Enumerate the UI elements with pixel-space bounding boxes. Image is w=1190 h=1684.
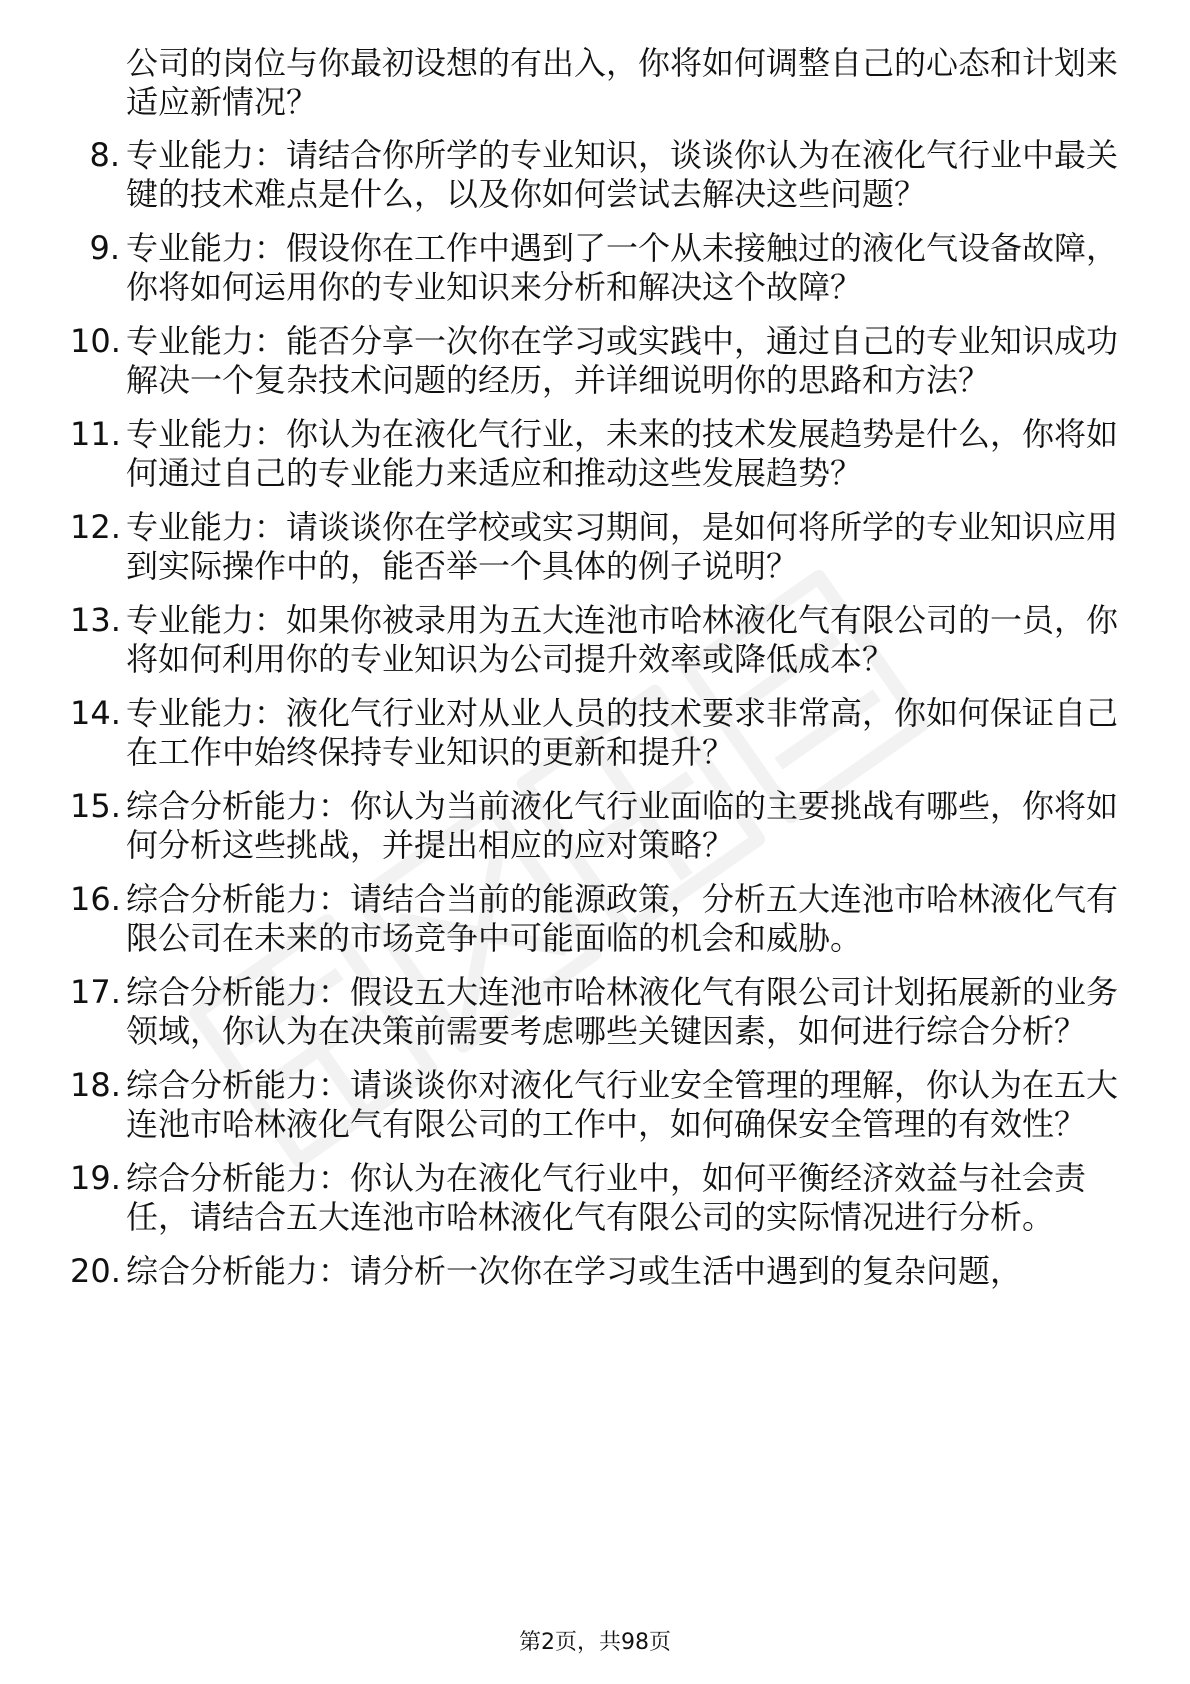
question-text: 综合分析能力：你认为当前液化气行业面临的主要挑战有哪些，你将如何分析这些挑战，并提出相应的应对策略？	[126, 787, 1119, 864]
question-number: 14.	[70, 694, 121, 732]
list-item	[70, 229, 1130, 307]
question-number: 20.	[70, 1252, 121, 1290]
list-item	[70, 880, 1130, 958]
list-item	[70, 601, 1130, 679]
question-number: 15.	[70, 787, 121, 825]
list-item	[70, 1159, 1130, 1237]
question-text: 专业能力：请结合你所学的专业知识，谈谈你认为在液化气行业中最关键的技术难点是什么，以及你如何尝试去解决这些问题？	[126, 136, 1119, 213]
question-text: 综合分析能力：假设五大连池市哈林液化气有限公司计划拓展新的业务领域，你认为在决策前需要考虑哪些关键因素，如何进行综合分析？	[126, 973, 1119, 1050]
question-text: 专业能力：你认为在液化气行业，未来的技术发展趋势是什么，你将如何通过自己的专业能力来适应和推动这些发展趋势？	[126, 415, 1119, 492]
question-text: 专业能力：请谈谈你在学校或实习期间，是如何将所学的专业知识应用到实际操作中的，能否举一个具体的例子说明？	[126, 508, 1119, 585]
question-number: 11.	[70, 415, 121, 453]
question-number: 17.	[70, 973, 121, 1011]
question-number: 8.	[89, 136, 120, 174]
question-number: 18.	[70, 1066, 121, 1104]
list-item	[70, 136, 1130, 214]
question-text: 专业能力：假设你在工作中遇到了一个从未接触过的液化气设备故障，你将如何运用你的专业知识来分析和解决这个故障？	[126, 229, 1119, 306]
question-number: 9.	[89, 229, 120, 267]
question-text: 综合分析能力：你认为在液化气行业中，如何平衡经济效益与社会责任，请结合五大连池市哈林液化气有限公司的实际情况进行分析。	[126, 1159, 1087, 1236]
list-item	[70, 415, 1130, 493]
content-body	[70, 44, 1130, 1306]
list-item	[70, 1252, 1130, 1291]
question-number: 12.	[70, 508, 121, 546]
question-text: 专业能力：能否分享一次你在学习或实践中，通过自己的专业知识成功解决一个复杂技术问题的经历，并详细说明你的思路和方法？	[126, 322, 1119, 399]
question-number: 13.	[70, 601, 121, 639]
question-text: 综合分析能力：请分析一次你在学习或生活中遇到的复杂问题，	[126, 1252, 1023, 1290]
question-number: 10.	[70, 322, 121, 360]
list-item	[70, 1066, 1130, 1144]
question-list	[70, 136, 1130, 1291]
question-text: 专业能力：液化气行业对从业人员的技术要求非常高，你如何保证自己在工作中始终保持专业知识的更新和提升？	[126, 694, 1119, 771]
list-item	[70, 694, 1130, 772]
list-item	[70, 787, 1130, 865]
question-text: 专业能力：如果你被录用为五大连池市哈林液化气有限公司的一员，你将如何利用你的专业知识为公司提升效率或降低成本？	[126, 601, 1119, 678]
question-number: 19.	[70, 1159, 121, 1197]
page-number-footer: 第2页，共98页	[519, 1630, 671, 1655]
question-number: 16.	[70, 880, 121, 918]
list-item	[70, 973, 1130, 1051]
question-text: 综合分析能力：请谈谈你对液化气行业安全管理的理解，你认为在五大连池市哈林液化气有限公司的工作中，如何确保安全管理的有效性？	[126, 1066, 1119, 1143]
question-continuation: 公司的岗位与你最初设想的有出入，你将如何调整自己的心态和计划来适应新情况？	[126, 44, 1119, 121]
list-item	[70, 322, 1130, 400]
question-text: 综合分析能力：请结合当前的能源政策，分析五大连池市哈林液化气有限公司在未来的市场竞争中可能面临的机会和威胁。	[126, 880, 1119, 957]
list-item	[70, 508, 1130, 586]
